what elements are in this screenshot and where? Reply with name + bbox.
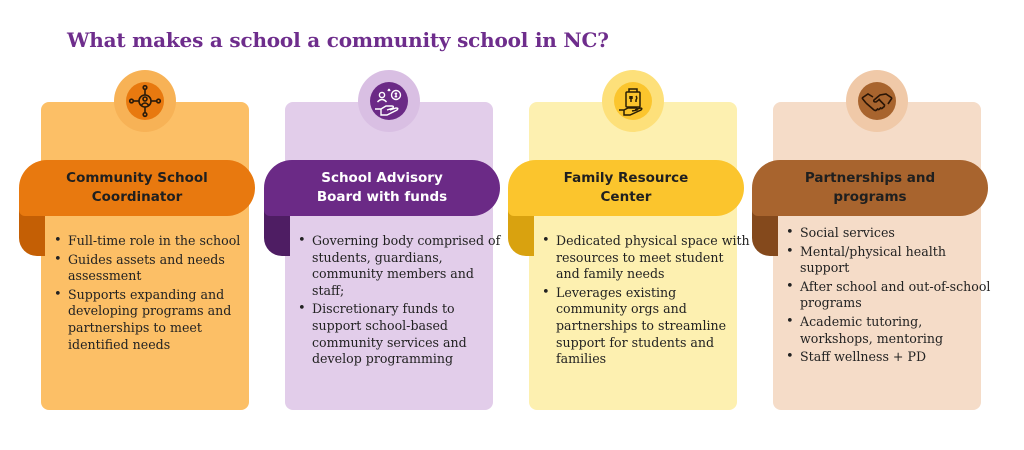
bullet-list-family-resource-center xyxy=(538,233,751,370)
ribbon-fold xyxy=(508,210,534,256)
column-heading: School Advisory Board with funds xyxy=(316,170,448,205)
icon-badge xyxy=(114,70,176,132)
list-item: • Social services xyxy=(800,225,995,242)
list-item: • Guides assets and needs assessment xyxy=(68,252,263,285)
bullet-list-partnerships xyxy=(782,225,995,368)
list-item: • Dedicated physical space with resources to meet student and family needs xyxy=(556,233,751,283)
ribbon-community-school-coordinator xyxy=(19,160,255,216)
list-item: • Academic tutoring, workshops, mentoring xyxy=(800,314,995,347)
ribbon-fold xyxy=(752,210,778,256)
list-item: • Supports expanding and developing programs and partnerships to meet identified needs xyxy=(68,287,263,353)
ribbon-fold xyxy=(264,210,290,256)
ribbon-family-resource-center xyxy=(508,160,744,216)
icon-badge xyxy=(846,70,908,132)
icon-badge xyxy=(602,70,664,132)
ribbon-fold xyxy=(19,210,45,256)
people-money-hand-icon xyxy=(369,81,409,121)
list-item: • Staff wellness + PD xyxy=(800,349,995,366)
icon-badge xyxy=(358,70,420,132)
ribbon-school-advisory-board xyxy=(264,160,500,216)
list-item: • Full-time role in the school xyxy=(68,233,263,250)
column-heading: Community School Coordinator xyxy=(66,170,208,205)
page-title: What makes a school a community school in NC? xyxy=(67,28,609,52)
ribbon-partnerships-and-programs xyxy=(752,160,988,216)
list-item: • Governing body comprised of students, guardians, community members and staff; xyxy=(312,233,507,299)
column-heading: Partnerships and programs xyxy=(804,170,936,205)
bullet-list-advisory-board xyxy=(294,233,507,370)
bullet-list-coordinator xyxy=(50,233,263,355)
list-item: • Discretionary funds to support school-based community services and develop programming xyxy=(312,301,507,367)
list-item: • Leverages existing community orgs and partnerships to streamline support for students and families xyxy=(556,285,751,368)
network-person-icon xyxy=(125,81,165,121)
list-item: • After school and out-of-school programs xyxy=(800,279,995,312)
grocery-bag-hand-icon xyxy=(613,81,653,121)
column-heading: Family Resource Center xyxy=(563,170,689,205)
handshake-icon xyxy=(857,81,897,121)
list-item: • Mental/physical health support xyxy=(800,244,995,277)
